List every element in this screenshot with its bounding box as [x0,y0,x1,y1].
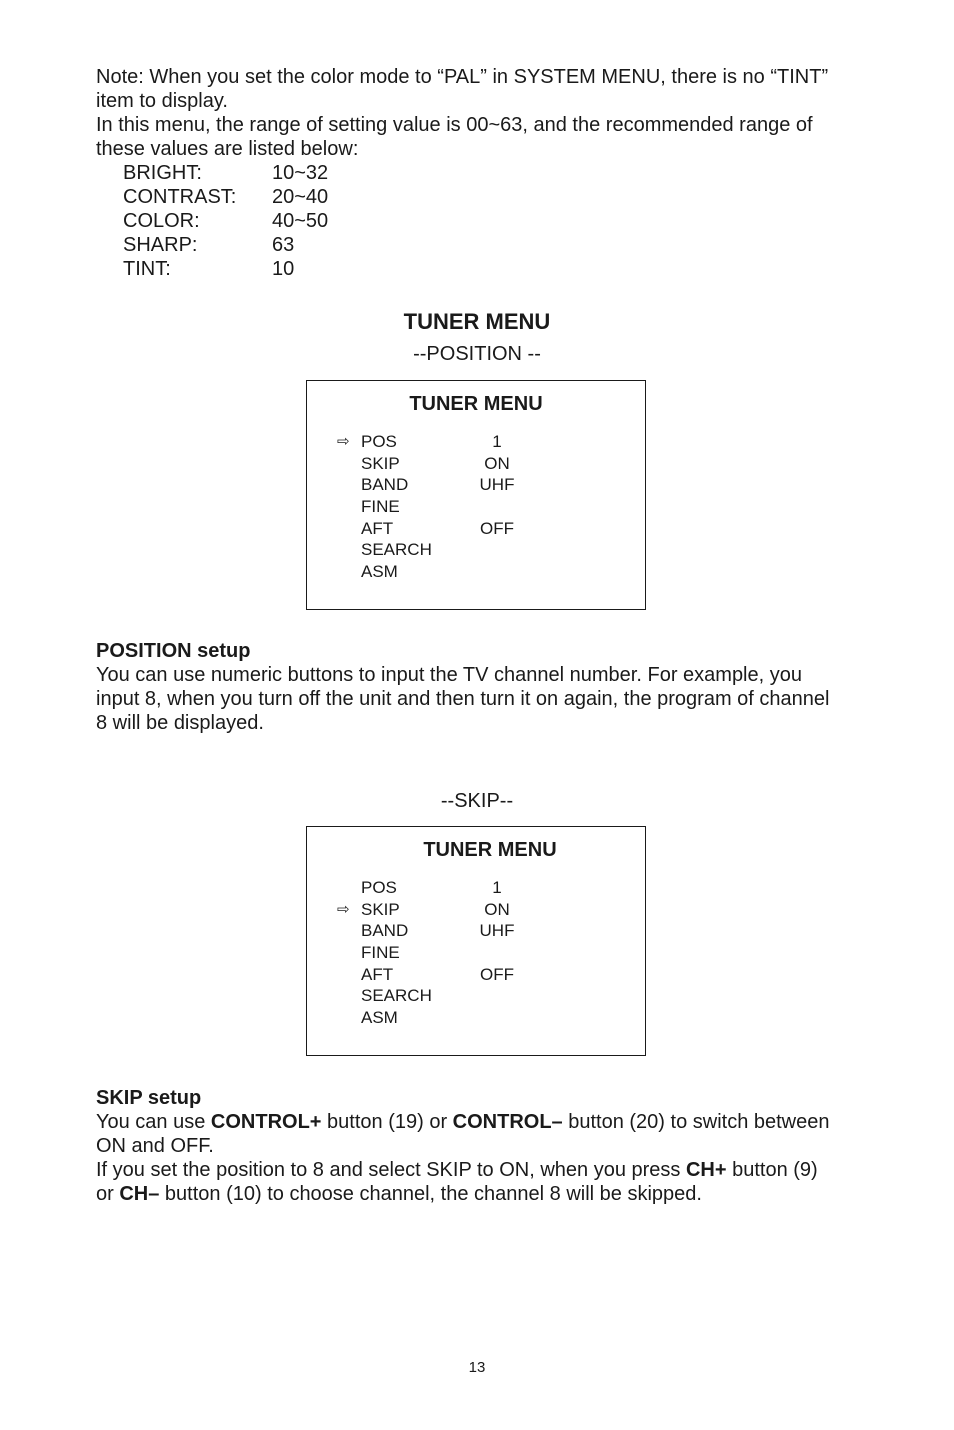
position-setup-line-3: 8 will be displayed. [96,712,264,734]
note-line-2: item to display. [96,90,228,112]
menu-item-label: ASM [361,562,398,582]
menu-item-label: SEARCH [361,986,432,1006]
menu-item-label: FINE [361,497,400,517]
ch-plus-label: CH+ [685,1159,727,1181]
value-range: 63 [272,234,295,256]
menu-item-value: ON [484,899,510,919]
menu-item-label: AFT [361,964,394,984]
position-setup-line-1: You can use numeric buttons to input the TV channel number. For example, you [96,664,802,686]
text: or [96,1183,120,1205]
arrow-right-outline-icon: ⇨ [337,433,350,450]
menu-item-value: UHF [479,475,515,495]
menu-item-search [307,985,645,1007]
tuner-menu-position [306,380,646,610]
menu-item-label: POS [361,432,397,451]
skip-setup-line-2: ON and OFF. [96,1135,214,1157]
menu-title: TUNER MENU [409,393,543,415]
value-range: 10 [272,258,295,280]
menu-item-asm [307,1007,645,1029]
menu-item-value: ON [484,453,510,473]
menu-item-skip [307,899,645,921]
position-setup-heading: POSITION setup [96,640,251,662]
skip-setup-heading: SKIP setup [96,1087,202,1109]
position-setup-block [96,639,896,735]
menu-item-aft [307,964,645,986]
menu-item-label: BAND [361,475,409,495]
text: button (10) to choose channel, the channel 8 will be skipped. [159,1183,702,1205]
menu-item-label: SEARCH [361,540,432,560]
menu-item-pos [307,431,645,453]
value-label: CONTRAST: [123,186,237,208]
text: button (20) to switch between [562,1111,830,1133]
menu-items [307,877,645,1029]
menu-item-label: BAND [361,921,409,941]
text: If you set the position to 8 and select SKIP to ON, when you press [96,1159,686,1181]
skip-setup-block [96,1086,896,1206]
menu-item-value: 1 [492,432,502,451]
ch-minus-label: CH– [119,1183,160,1205]
menu-item-label: SKIP [361,453,400,473]
value-range: 20~40 [272,186,329,208]
position-caption: --POSITION -- [413,343,541,365]
text: You can use [96,1111,211,1133]
intro-block [96,65,896,161]
menu-title: TUNER MENU [423,839,557,861]
control-minus-label: CONTROL– [452,1111,563,1133]
menu-item-label: SKIP [361,899,400,919]
menu-item-skip [307,453,645,475]
arrow-right-outline-icon: ⇨ [337,900,350,918]
skip-setup-line-1 [96,1110,896,1134]
menu-item-aft [307,518,645,540]
note-line-1: Note: When you set the color mode to “PAL” in SYSTEM MENU, there is no “TINT” [96,66,829,88]
value-label: SHARP: [123,234,198,256]
page-number: 13 [468,1359,486,1376]
range-line-1: In this menu, the range of setting value is 00~63, and the recommended range of [96,114,813,136]
text: button (9) [726,1159,818,1181]
value-label: COLOR: [123,210,200,232]
menu-item-label: POS [361,878,397,897]
skip-setup-line-3 [96,1158,896,1182]
menu-item-fine [307,496,645,518]
menu-item-fine [307,942,645,964]
text: button (19) or [321,1111,453,1133]
menu-item-value: UHF [479,921,515,941]
section-title: TUNER MENU [403,309,551,334]
menu-item-band [307,474,645,496]
position-setup-line-2: input 8, when you turn off the unit and then turn it on again, the program of channel [96,688,830,710]
skip-setup-line-4 [96,1182,896,1206]
value-range: 10~32 [272,162,329,184]
menu-item-value: 1 [492,878,502,897]
menu-item-value: OFF [480,518,514,538]
menu-item-label: ASM [361,1008,398,1028]
skip-caption: --SKIP-- [440,790,514,812]
menu-item-label: AFT [361,518,394,538]
menu-item-search [307,539,645,561]
menu-item-label: FINE [361,943,400,963]
menu-items [307,431,645,583]
menu-item-value: OFF [480,964,514,984]
value-label: TINT: [123,258,171,280]
value-label: BRIGHT: [123,162,202,184]
tuner-menu-skip [306,826,646,1056]
value-range: 40~50 [272,210,329,232]
menu-item-pos [307,877,645,899]
range-line-2: these values are listed below: [96,138,359,160]
control-plus-label: CONTROL+ [210,1111,322,1133]
menu-item-band [307,920,645,942]
menu-item-asm [307,561,645,583]
